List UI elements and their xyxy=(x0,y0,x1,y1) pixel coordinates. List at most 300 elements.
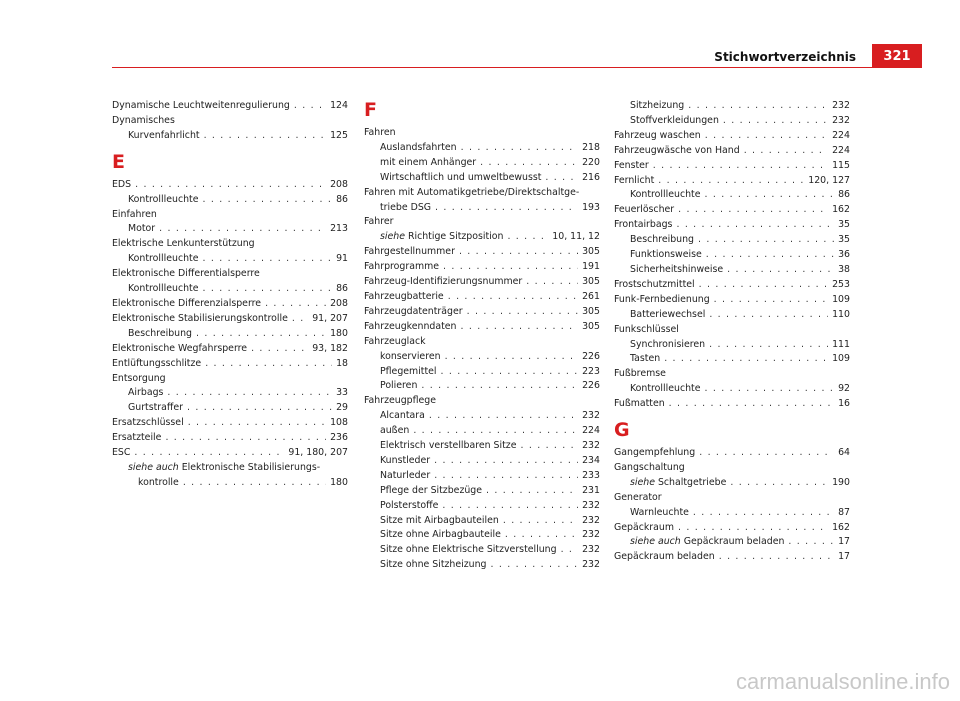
index-entry-label: Dynamische Leuchtweitenregulierung xyxy=(112,100,290,111)
index-entry xyxy=(614,174,850,189)
index-entry-page[interactable]: 180 xyxy=(330,476,348,488)
dot-leader xyxy=(294,99,326,114)
index-entry-page[interactable]: 233 xyxy=(582,469,600,481)
index-entry-page[interactable]: 232 xyxy=(582,499,600,511)
index-entry-page[interactable]: 190 xyxy=(832,476,850,488)
index-entry-label: Schaltgetriebe xyxy=(657,476,727,488)
index-entry-label: Stoffverkleidungen xyxy=(630,114,719,126)
index-entry-page[interactable]: 236 xyxy=(330,432,348,444)
index-entry-label: Generator xyxy=(614,491,662,503)
index-entry-page[interactable]: 253 xyxy=(832,278,850,290)
index-entry xyxy=(614,218,850,233)
index-entry-label: Kontrollleuchte xyxy=(128,253,199,265)
dot-leader xyxy=(445,350,579,365)
index-entry-label: kontrolle xyxy=(138,476,179,488)
index-entry-page[interactable]: 29 xyxy=(336,402,348,414)
dot-leader xyxy=(460,320,578,335)
dot-leader xyxy=(165,431,326,446)
index-entry-label: Fahrzeugpflege xyxy=(364,395,436,407)
index-entry-page[interactable]: 91, 180, 207 xyxy=(288,447,348,459)
index-entry-page[interactable]: 191 xyxy=(582,261,600,273)
index-entry xyxy=(112,372,348,387)
index-entry-label: Kontrollleuchte xyxy=(630,383,701,395)
index-entry xyxy=(614,521,850,536)
index-entry xyxy=(364,230,600,245)
index-entry-page[interactable]: 220 xyxy=(582,156,600,168)
index-entry xyxy=(364,171,600,186)
index-entry-label: Sitze ohne Sitzheizung xyxy=(380,559,487,571)
dot-leader xyxy=(688,99,828,114)
index-entry-label: Gepäckraum beladen xyxy=(683,536,785,548)
index-entry-page[interactable]: 91 xyxy=(336,253,348,265)
index-entry-page[interactable]: 193 xyxy=(582,201,600,213)
index-letter-heading: E xyxy=(112,150,125,173)
dot-leader xyxy=(658,174,804,189)
index-entry-label: Kontrollleuchte xyxy=(128,193,199,205)
index-entry-page[interactable]: 36 xyxy=(838,249,850,261)
index-entry-label: Pflegemittel xyxy=(380,365,437,377)
dot-leader xyxy=(664,352,828,367)
watermark-text: carmanualsonline.info xyxy=(735,669,950,694)
index-entry-label: Sitze mit Airbagbauteilen xyxy=(380,514,499,526)
index-entry-page[interactable]: 208 xyxy=(330,178,348,190)
dot-leader xyxy=(505,528,578,543)
index-entry-page[interactable]: 110 xyxy=(832,308,850,320)
index-entry-label: Motor xyxy=(128,223,156,235)
index-entry xyxy=(364,469,600,484)
index-entry-page[interactable]: 261 xyxy=(582,290,600,302)
index-entry-label: Elektrische Lenkunterstützung xyxy=(112,238,255,250)
index-letter-heading: G xyxy=(614,419,630,442)
index-entry-page[interactable]: 218 xyxy=(582,141,600,153)
index-entry xyxy=(364,141,600,156)
index-entry-label: Polieren xyxy=(380,380,418,392)
index-entry-page[interactable]: 216 xyxy=(582,171,600,183)
index-entry-page[interactable]: 224 xyxy=(832,129,850,141)
index-entry xyxy=(614,397,850,412)
index-entry-page[interactable]: 162 xyxy=(832,521,850,533)
index-entry-page[interactable]: 17 xyxy=(838,536,850,548)
index-entry-label: Warnleuchte xyxy=(630,506,689,518)
index-entry xyxy=(112,342,348,357)
index-entry-page[interactable]: 120, 127 xyxy=(808,174,850,186)
index-entry-page[interactable]: 208 xyxy=(330,297,348,309)
index-entry-page[interactable]: 305 xyxy=(582,246,600,258)
dot-leader xyxy=(467,305,579,320)
index-entry xyxy=(112,386,348,401)
dot-leader xyxy=(653,159,828,174)
cross-reference-label: siehe xyxy=(630,476,655,488)
index-entry-label: Fahrzeuglack xyxy=(364,335,426,347)
index-entry xyxy=(364,484,600,499)
dot-leader xyxy=(727,263,834,278)
index-entry-label: Fahrzeugwäsche von Hand xyxy=(614,144,740,156)
dot-leader xyxy=(134,446,284,461)
index-entry xyxy=(614,159,850,174)
index-entry-page[interactable]: 226 xyxy=(582,380,600,392)
index-entry-label: Kontrollleuchte xyxy=(128,283,199,295)
index-entry-page[interactable]: 108 xyxy=(330,417,348,429)
index-entry-page[interactable]: 87 xyxy=(838,506,850,518)
index-entry-label: triebe DSG xyxy=(380,201,432,213)
dot-leader xyxy=(545,171,578,186)
index-entry xyxy=(614,338,850,353)
index-entry-label: Gangschaltung xyxy=(614,461,685,473)
index-entry-label: EDS xyxy=(112,178,132,190)
dot-leader xyxy=(526,275,578,290)
dot-leader xyxy=(704,382,834,397)
index-entry-label: Fahrgestellnummer xyxy=(364,246,455,258)
index-entry xyxy=(614,491,850,506)
index-entry-label: Sicherheitshinweise xyxy=(630,263,724,275)
dot-leader xyxy=(429,409,578,424)
dot-leader xyxy=(520,439,578,454)
index-entry xyxy=(614,461,850,476)
index-entry-label: Fahrer xyxy=(364,216,394,228)
dot-leader xyxy=(709,308,828,323)
dot-leader xyxy=(693,506,834,521)
index-entry-label: Frostschutzmittel xyxy=(614,278,695,290)
index-entry-label: Entsorgung xyxy=(112,372,166,384)
index-entry-label: Fahrzeug waschen xyxy=(614,129,701,141)
index-entry-label: Richtige Sitzposition xyxy=(407,231,504,243)
dot-leader xyxy=(699,278,828,293)
index-entry-label: Fahren mit Automatikgetriebe/Direktschaltge- xyxy=(364,186,580,198)
index-entry-page[interactable]: 109 xyxy=(832,293,850,305)
index-entry xyxy=(614,129,850,144)
index-entry xyxy=(364,365,600,380)
index-entry-label: Einfahren xyxy=(112,208,157,220)
index-entry-label: Fahrprogramme xyxy=(364,261,439,273)
dot-leader xyxy=(699,446,834,461)
dot-leader xyxy=(202,252,332,267)
index-entry-label: Beschreibung xyxy=(128,327,192,339)
dot-leader xyxy=(196,327,326,342)
dot-leader xyxy=(442,499,578,514)
index-entry-page[interactable]: 111 xyxy=(832,338,850,350)
index-entry-label: Feuerlöscher xyxy=(614,204,675,216)
index-entry-page[interactable]: 305 xyxy=(582,276,600,288)
index-entry xyxy=(614,367,850,382)
index-entry-label: Sitzheizung xyxy=(630,100,685,111)
index-entry-page[interactable]: 92 xyxy=(838,383,850,395)
index-entry-page[interactable]: 93, 182 xyxy=(312,342,348,354)
index-entry-page[interactable]: 86 xyxy=(336,193,348,205)
index-entry-label: Fenster xyxy=(614,159,649,171)
dot-leader xyxy=(480,156,578,171)
index-entry-page[interactable]: 35 xyxy=(838,219,850,231)
index-entry xyxy=(364,514,600,529)
dot-leader xyxy=(187,401,332,416)
index-entry-page[interactable]: 232 xyxy=(582,440,600,452)
index-entry xyxy=(614,263,850,278)
dot-leader xyxy=(486,484,578,499)
index-entry xyxy=(614,293,850,308)
dot-leader xyxy=(265,297,326,312)
index-entry-label: mit einem Anhänger xyxy=(380,156,477,168)
index-entry-page[interactable]: 232 xyxy=(582,529,600,541)
index-entry xyxy=(112,222,348,237)
index-entry xyxy=(112,99,348,114)
index-entry-page[interactable]: 226 xyxy=(582,350,600,362)
dot-leader xyxy=(167,386,332,401)
dot-leader xyxy=(698,233,834,248)
dot-leader xyxy=(413,424,578,439)
index-entry xyxy=(112,114,348,129)
index-entry xyxy=(112,312,348,327)
cross-reference-label: siehe auch xyxy=(128,461,179,473)
index-entry xyxy=(614,535,850,550)
index-entry xyxy=(364,186,600,201)
index-entry xyxy=(614,248,850,263)
index-entry xyxy=(112,476,348,491)
index-entry xyxy=(364,528,600,543)
index-entry-label: Fernlicht xyxy=(614,174,655,186)
dot-leader xyxy=(507,230,548,245)
index-entry xyxy=(614,203,850,218)
index-entry xyxy=(614,323,850,338)
index-entry-page[interactable]: 232 xyxy=(582,514,600,526)
index-entry-page[interactable]: 86 xyxy=(838,189,850,201)
index-entry xyxy=(364,305,600,320)
index-entry-label: Wirtschaftlich und umweltbewusst xyxy=(380,171,542,183)
index-entry xyxy=(614,382,850,397)
index-entry-label: Funk-Fernbedienung xyxy=(614,293,710,305)
index-entry-page[interactable]: 224 xyxy=(832,144,850,156)
dot-leader xyxy=(443,260,578,275)
index-entry xyxy=(364,320,600,335)
index-entry xyxy=(364,424,600,439)
index-entry-page[interactable]: 231 xyxy=(582,484,600,496)
page-number-badge: 321 xyxy=(872,44,922,68)
index-entry-page[interactable]: 180 xyxy=(330,327,348,339)
index-entry-label: Fahrzeugbatterie xyxy=(364,290,444,302)
index-entry-label: Synchronisieren xyxy=(630,338,706,350)
index-entry xyxy=(614,278,850,293)
dot-leader xyxy=(188,416,326,431)
dot-leader xyxy=(503,514,578,529)
index-entry xyxy=(614,188,850,203)
index-entry-page[interactable]: 124 xyxy=(330,100,348,111)
index-entry-page[interactable]: 64 xyxy=(838,447,850,459)
index-entry-label: Batteriewechsel xyxy=(630,308,706,320)
index-entry-label: Gangempfehlung xyxy=(614,447,696,459)
index-entry xyxy=(364,260,600,275)
index-entry-page[interactable]: 115 xyxy=(832,159,850,171)
dot-leader xyxy=(159,222,326,237)
dot-leader xyxy=(704,188,834,203)
index-entry xyxy=(364,126,600,141)
index-entry xyxy=(364,245,600,260)
index-letter-heading: F xyxy=(364,99,377,121)
cross-reference-label: siehe auch xyxy=(630,536,681,548)
index-entry-label: konservieren xyxy=(380,350,441,362)
dot-leader xyxy=(434,454,578,469)
dot-leader xyxy=(705,129,828,144)
index-entry xyxy=(112,282,348,297)
index-entry-page[interactable]: 232 xyxy=(582,410,600,422)
index-entry xyxy=(614,550,850,565)
index-entry-page[interactable]: 35 xyxy=(838,234,850,246)
index-entry-label: Fahrzeugdatenträger xyxy=(364,305,463,317)
index-entry xyxy=(364,439,600,454)
index-entry xyxy=(614,506,850,521)
index-entry-page[interactable]: 91, 207 xyxy=(312,312,348,324)
index-entry xyxy=(112,446,348,461)
index-entry xyxy=(112,129,348,144)
index-entry-label: Kunstleder xyxy=(380,454,431,466)
index-entry-label: Auslandsfahrten xyxy=(380,141,457,153)
index-entry-label: Gepäckraum xyxy=(614,521,674,533)
dot-leader xyxy=(719,550,834,565)
index-entry xyxy=(364,409,600,424)
index-entry-page[interactable]: 232 xyxy=(582,544,600,556)
index-entry-page[interactable]: 16 xyxy=(838,398,850,410)
dot-leader xyxy=(135,178,326,193)
index-entry-label: Elektrisch verstellbaren Sitze xyxy=(380,440,517,452)
index-entry xyxy=(112,193,348,208)
index-entry xyxy=(364,275,600,290)
index-entry-label: Ersatzschlüssel xyxy=(112,417,184,429)
index-entry xyxy=(364,558,600,573)
index-entry-label: Elektronische Stabilisierungskontrolle xyxy=(112,312,288,324)
index-entry-label: Beschreibung xyxy=(630,234,694,246)
index-entry-page[interactable]: 18 xyxy=(336,357,348,369)
dot-leader xyxy=(448,290,578,305)
index-entry xyxy=(364,379,600,394)
index-entry-label: Frontairbags xyxy=(614,219,673,231)
index-entry-label: Sitze ohne Airbagbauteile xyxy=(380,529,501,541)
index-entry-label: Polsterstoffe xyxy=(380,499,439,511)
index-entry xyxy=(112,297,348,312)
index-entry-label: Gurtstraffer xyxy=(128,402,183,414)
index-entry-label: Kurvenfahrlicht xyxy=(128,129,200,141)
index-entry-label: Elektronische Stabilisierungs- xyxy=(181,461,321,473)
dot-leader xyxy=(183,476,326,491)
index-entry-page[interactable]: 234 xyxy=(582,454,600,466)
dot-leader xyxy=(714,293,828,308)
dot-leader xyxy=(744,144,828,159)
index-entry xyxy=(614,476,850,491)
dot-leader xyxy=(434,469,578,484)
index-entry-label: Entlüftungsschlitze xyxy=(112,357,202,369)
dot-leader xyxy=(678,521,828,536)
index-entry xyxy=(614,308,850,323)
index-entry-label: Ersatzteile xyxy=(112,432,162,444)
index-entry-label: Alcantara xyxy=(380,410,425,422)
dot-leader xyxy=(678,203,828,218)
index-entry xyxy=(364,290,600,305)
index-entry xyxy=(364,454,600,469)
dot-leader xyxy=(669,397,834,412)
index-entry-label: Fahrzeugkenndaten xyxy=(364,320,457,332)
dot-leader xyxy=(202,193,332,208)
index-entry xyxy=(364,201,600,216)
index-entry xyxy=(112,357,348,372)
index-entry-page[interactable]: 232 xyxy=(832,100,850,111)
index-entry xyxy=(112,416,348,431)
dot-leader xyxy=(730,476,828,491)
index-entry xyxy=(112,431,348,446)
index-entry-page[interactable]: 232 xyxy=(582,559,600,571)
index-entry xyxy=(112,327,348,342)
index-entry-label: außen xyxy=(380,425,410,437)
dot-leader xyxy=(441,365,579,380)
dot-leader xyxy=(788,535,834,550)
index-entry xyxy=(112,208,348,223)
index-entry-page[interactable]: 38 xyxy=(838,263,850,275)
index-entry xyxy=(112,178,348,193)
index-entry-page[interactable]: 213 xyxy=(330,223,348,235)
index-entry xyxy=(364,156,600,171)
dot-leader xyxy=(461,141,579,156)
index-entry xyxy=(112,237,348,252)
index-entry-page[interactable]: 33 xyxy=(336,387,348,399)
index-entry xyxy=(614,446,850,461)
index-entry-page[interactable]: 86 xyxy=(336,283,348,295)
dot-leader xyxy=(459,245,578,260)
cross-reference-label: siehe xyxy=(380,231,405,243)
dot-leader xyxy=(561,543,579,558)
index-entry-page[interactable]: 109 xyxy=(832,353,850,365)
index-entry xyxy=(614,233,850,248)
index-entry-label: Naturleder xyxy=(380,469,431,481)
index-entry-label: Fahrzeug-Identifizierungsnummer xyxy=(364,276,523,288)
dot-leader xyxy=(723,114,828,129)
index-entry-page[interactable]: 305 xyxy=(582,320,600,332)
dot-leader xyxy=(706,248,834,263)
index-entry xyxy=(112,252,348,267)
section-title: Stichwortverzeichnis xyxy=(714,50,856,64)
index-entry xyxy=(614,144,850,159)
index-entry-page[interactable]: 305 xyxy=(582,305,600,317)
dot-leader xyxy=(202,282,332,297)
index-entry-page[interactable]: 223 xyxy=(582,365,600,377)
dot-leader xyxy=(205,357,332,372)
index-entry-page[interactable]: 125 xyxy=(330,129,348,141)
index-entry xyxy=(364,543,600,558)
index-column-3 xyxy=(614,99,850,565)
header-divider xyxy=(112,67,872,68)
index-entry-page[interactable]: 162 xyxy=(832,204,850,216)
dot-leader xyxy=(676,218,834,233)
index-entry xyxy=(364,394,600,409)
dot-leader xyxy=(251,342,308,357)
index-entry xyxy=(364,215,600,230)
dot-leader xyxy=(421,379,578,394)
dot-leader xyxy=(491,558,579,573)
index-entry-page[interactable]: 10, 11, 12 xyxy=(552,231,600,243)
index-entry-page[interactable]: 17 xyxy=(838,551,850,563)
index-entry-label: Funkschlüssel xyxy=(614,323,679,335)
dot-leader xyxy=(292,312,308,327)
index-entry-label: Sitze ohne Elektrische Sitzverstellung xyxy=(380,544,557,556)
index-entry xyxy=(112,461,348,476)
index-entry-page[interactable]: 232 xyxy=(832,114,850,126)
index-entry-label: Kontrollleuchte xyxy=(630,189,701,201)
index-column-1 xyxy=(112,99,348,491)
index-entry xyxy=(364,499,600,514)
index-entry-label: Airbags xyxy=(128,387,164,399)
index-entry-label: Dynamisches xyxy=(112,114,175,126)
index-entry xyxy=(614,114,850,129)
index-entry-label: Gepäckraum beladen xyxy=(614,551,715,563)
index-entry-label: Tasten xyxy=(630,353,661,365)
index-entry-label: Fahren xyxy=(364,127,396,138)
index-entry-page[interactable]: 224 xyxy=(582,425,600,437)
dot-leader xyxy=(435,201,578,216)
index-entry xyxy=(614,352,850,367)
